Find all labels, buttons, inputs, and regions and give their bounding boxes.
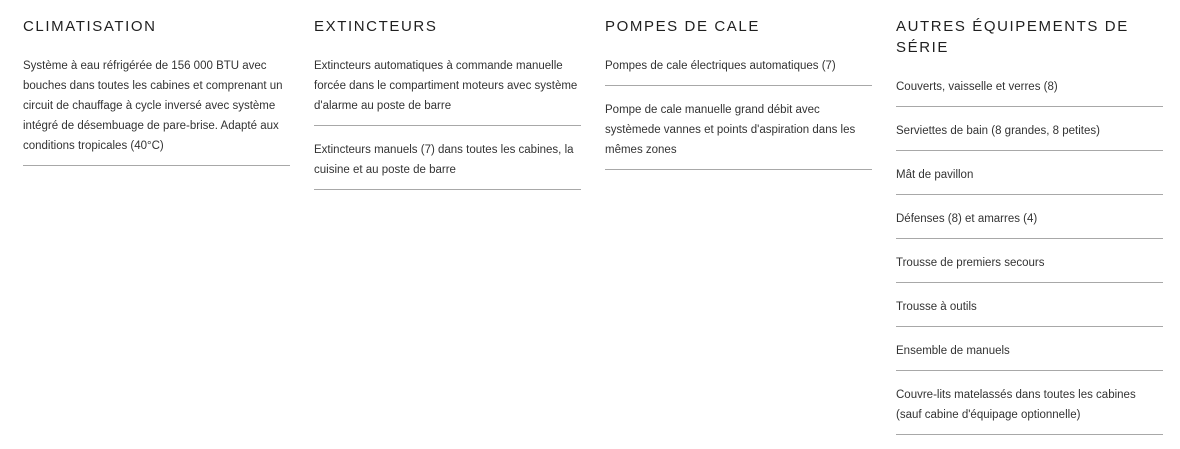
list-item: Pompes de cale électriques automatiques (7) bbox=[605, 56, 872, 86]
list-item: Serviettes de bain (8 grandes, 8 petites) bbox=[896, 121, 1163, 151]
list-item: Ensemble de manuels bbox=[896, 341, 1163, 371]
item-list bbox=[896, 77, 1163, 435]
item-list bbox=[605, 56, 872, 170]
column-extincteurs bbox=[314, 16, 581, 449]
list-item: Système à eau réfrigérée de 156 000 BTU avec bouches dans toutes les cabines et comprenant un circuit de chauffage à cycle inversé avec système intégré de désembuage de pare-brise. Adapté aux conditions tropicales (40°C) bbox=[23, 56, 290, 166]
column-autres-equipements bbox=[896, 16, 1163, 449]
column-heading: POMPES DE CALE bbox=[605, 18, 760, 35]
list-item: Trousse à outils bbox=[896, 297, 1163, 327]
column-heading: EXTINCTEURS bbox=[314, 18, 438, 35]
list-item: Défenses (8) et amarres (4) bbox=[896, 209, 1163, 239]
item-list bbox=[314, 56, 581, 190]
equipment-columns bbox=[23, 16, 1163, 449]
column-pompes-de-cale bbox=[605, 16, 872, 449]
item-list bbox=[23, 56, 290, 166]
list-item: Extincteurs manuels (7) dans toutes les cabines, la cuisine et au poste de barre bbox=[314, 140, 581, 190]
column-heading: AUTRES ÉQUIPEMENTS DE SÉRIE bbox=[896, 18, 1129, 56]
list-item: Trousse de premiers secours bbox=[896, 253, 1163, 283]
list-item: Extincteurs automatiques à commande manuelle forcée dans le compartiment moteurs avec système d'alarme au poste de barre bbox=[314, 56, 581, 126]
column-climatisation bbox=[23, 16, 290, 449]
list-item: Couvre-lits matelassés dans toutes les cabines (sauf cabine d'équipage optionnelle) bbox=[896, 385, 1163, 435]
list-item: Couverts, vaisselle et verres (8) bbox=[896, 77, 1163, 107]
list-item: Mât de pavillon bbox=[896, 165, 1163, 195]
column-heading: CLIMATISATION bbox=[23, 18, 157, 35]
list-item: Pompe de cale manuelle grand débit avec systèmede vannes et points d'aspiration dans les mêmes zones bbox=[605, 100, 872, 170]
